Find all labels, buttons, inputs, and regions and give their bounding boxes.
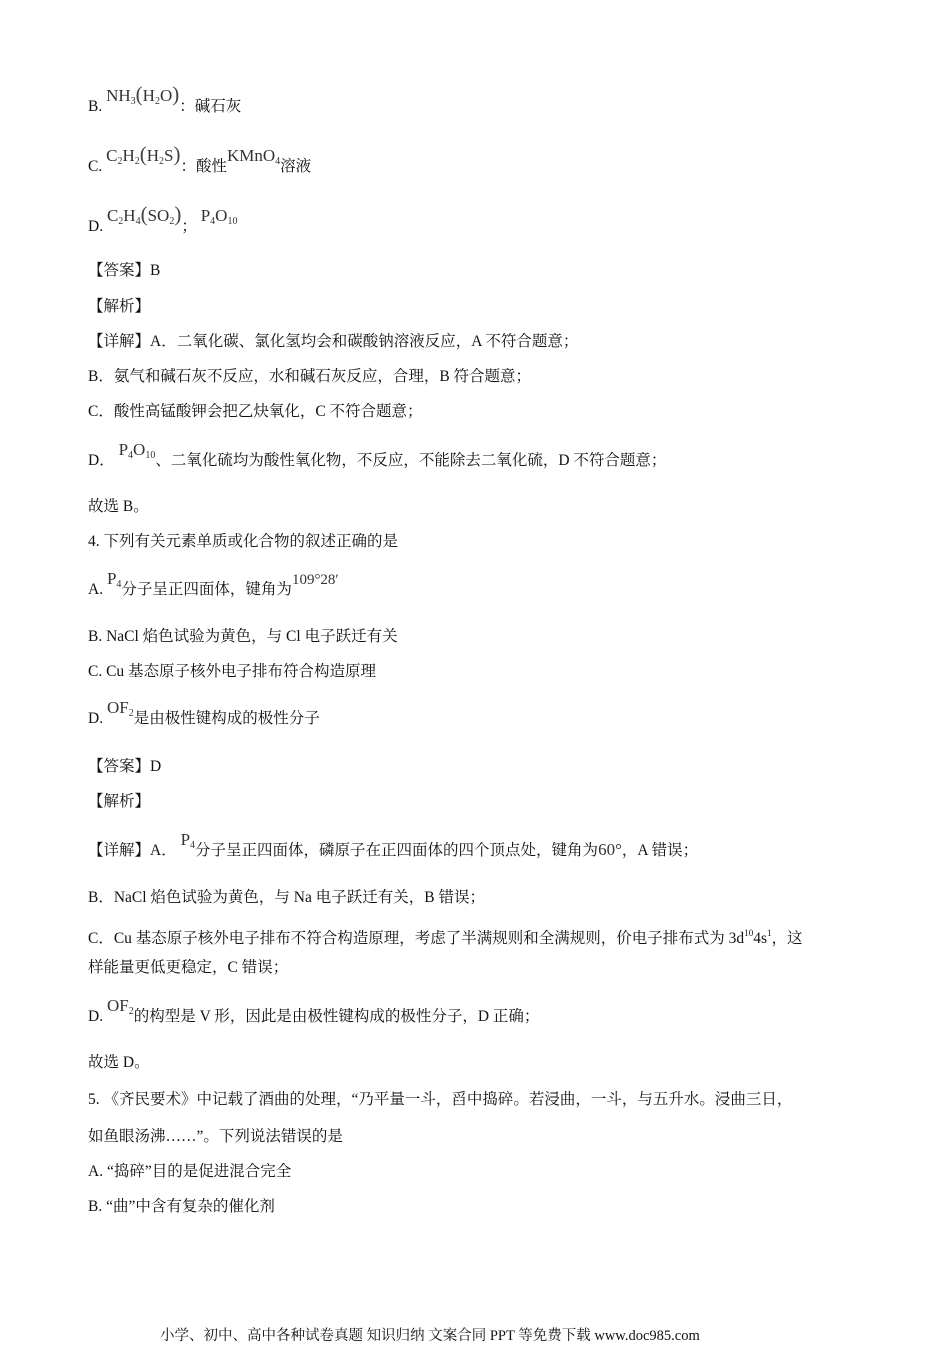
question-5-stem-2: 如鱼眼汤沸……”。下列说法错误的是	[88, 1128, 343, 1145]
answer-line: 【答案】D	[88, 758, 162, 775]
analysis-heading: 【解析】	[88, 298, 151, 315]
formula-nh3-h2o: $NH_3(H_2O)$	[106, 82, 180, 107]
option-label: B.	[88, 98, 103, 115]
q4-option-a: A. $P_4$分子呈正四面体，键角为109°28′	[88, 569, 339, 598]
formula-of2: $OF_2$	[106, 698, 134, 719]
formula-c2h2-h2s: $C_2H_2(H_2S)$	[106, 142, 181, 167]
detail-b: B．氨气和碱石灰不反应，水和碱石灰反应，合理，B 符合题意；	[88, 368, 532, 385]
formula-p4: $P_4$	[106, 569, 122, 590]
q5-option-b: B. “曲”中含有复杂的催化剂	[88, 1198, 275, 1215]
answer-line: 【答案】B	[88, 262, 161, 279]
q4-option-d: D. $OF_2$是由极性键构成的极性分子	[88, 698, 320, 727]
formula-c2h4-so2: $C_2H_4(SO_2)$	[106, 202, 182, 227]
question-5-stem-1: 5. 《齐民要术》中记载了酒曲的处理，“乃平量一斗，舀中捣碎。若浸曲，一斗，与五升水。浸曲三日，	[88, 1091, 793, 1108]
detail-a: 【详解】A．二氧化碳、氯化氢均会和碳酸钠溶液反应，A 不符合题意；	[88, 333, 579, 350]
question-4-stem: 4. 下列有关元素单质或化合物的叙述正确的是	[88, 533, 399, 550]
option-c: C. $C_2H_2(H_2S)$：酸性KMnO$_4$溶液	[88, 142, 312, 175]
formula-kmno4: KMnO$_4$	[226, 146, 281, 167]
q4-detail-c1: C．Cu 基态原子核外电子排布不符合构造原理，考虑了半满规则和全满规则，价电子排布式为 $3d^{10}4s^1$，这	[88, 928, 803, 947]
q4-option-b: B. NaCl 焰色试验为黄色，与 Cl 电子跃迁有关	[88, 628, 398, 645]
q4-detail-d: D. $OF_2$的构型是 V 形，因此是由极性键构成的极性分子，D 正确；	[88, 996, 540, 1025]
q4-detail-c2: 样能量更低更稳定，C 错误；	[88, 959, 289, 976]
angle-109-28: 109°28′	[291, 572, 339, 588]
formula-p4o10: $P_4O_{10}$	[118, 440, 156, 461]
conclusion: 故选 D。	[88, 1054, 150, 1071]
q5-option-a: A. “捣碎”目的是促进混合完全	[88, 1163, 292, 1180]
q4-option-c: C. Cu 基态原子核外电子排布符合构造原理	[88, 663, 377, 680]
angle-60: 60°	[598, 840, 622, 859]
option-d: D. $C_2H_4(SO_2)$； $P_4O_{10}$	[88, 202, 238, 235]
q4-detail-b: B．NaCl 焰色试验为黄色，与 Na 电子跃迁有关，B 错误；	[88, 889, 485, 906]
detail-d: D． $P_4O_{10}$、二氧化硫均为酸性氧化物，不反应，不能除去二氧化硫，D 不符合题意；	[88, 440, 667, 469]
formula-of2: $OF_2$	[106, 996, 134, 1017]
page-footer: 小学、初中、高中各种试卷真题 知识归纳 文案合同 PPT 等免费下载 www.doc985.com	[160, 1328, 700, 1344]
conclusion: 故选 B。	[88, 498, 149, 515]
analysis-heading: 【解析】	[88, 793, 151, 810]
q4-detail-a: 【详解】A． $P_4$分子呈正四面体，磷原子在正四面体的四个顶点处，键角为60°，A 错误；	[88, 830, 699, 859]
option-b: B. $NH_3(H_2O)$：碱石灰	[88, 82, 242, 115]
formula-p4: $P_4$	[180, 830, 196, 851]
detail-c: C．酸性高锰酸钾会把乙炔氧化，C 不符合题意；	[88, 403, 423, 420]
formula-p4o10: $P_4O_{10}$	[200, 206, 238, 227]
